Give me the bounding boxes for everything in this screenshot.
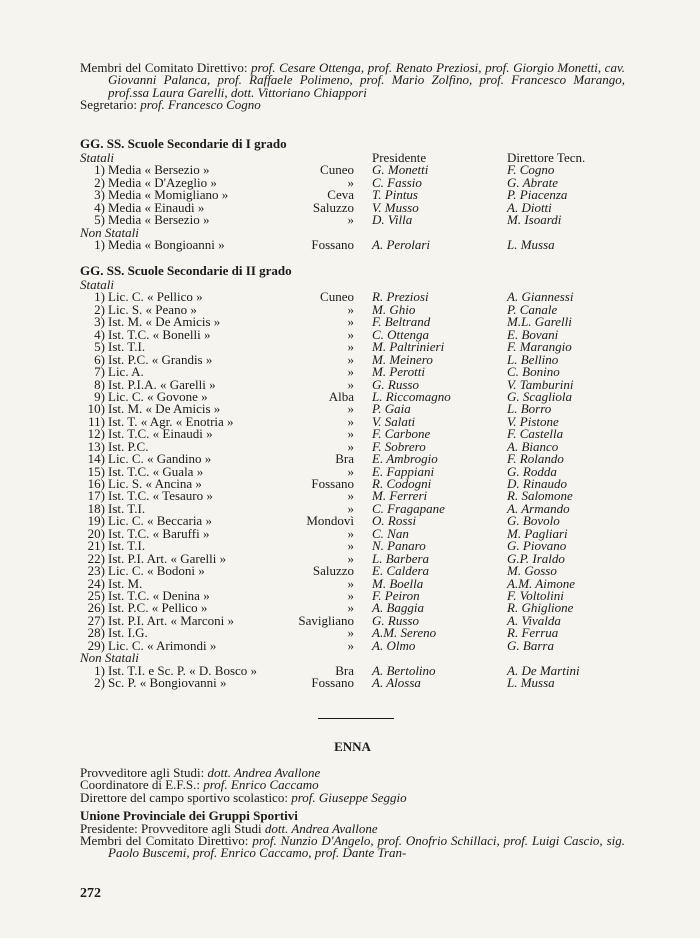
president-name: A. Perolari (372, 237, 431, 253)
page-number: 272 (80, 886, 101, 901)
school-number: 9) (94, 388, 105, 404)
president-name: V. Salati (372, 413, 416, 429)
director-column-header: Direttore Tecn. (507, 150, 586, 165)
enna-official-line (80, 789, 625, 805)
president-name: L. Barbera (372, 550, 430, 566)
director-name: L. Bellino (507, 351, 559, 367)
school-number: 28) (87, 625, 105, 641)
school-number: 29) (87, 637, 105, 653)
school-number: 24) (87, 575, 105, 591)
school-number: 3) (94, 187, 105, 203)
school-name: Ist. T.I. (108, 339, 146, 355)
enna-heading: ENNA (334, 739, 371, 754)
section-divider (318, 718, 394, 719)
director-name: R. Ferrua (507, 625, 559, 641)
school-city: Ceva (327, 187, 354, 203)
school-name: Lic. S. « Ancina » (108, 476, 202, 491)
school-city: » (347, 600, 354, 616)
director-name: L. Mussa (507, 675, 555, 690)
president-name: M. Ferreri (372, 488, 428, 504)
president-name: M. Ghio (372, 301, 416, 317)
school-city: Savigliano (298, 612, 354, 628)
director-name: G. Piovano (507, 538, 567, 554)
school-city: » (347, 500, 354, 516)
director-name: M. Gosso (507, 563, 557, 579)
director-name: F. Cogno (507, 162, 555, 178)
president-name: F. Carbone (372, 426, 431, 442)
school-city: » (347, 550, 354, 566)
president-name: R. Codogni (372, 476, 432, 491)
school-number: 2) (94, 301, 105, 317)
school-number: 1) (94, 289, 105, 305)
school-city: Bra (335, 662, 354, 678)
school-number: 15) (87, 463, 105, 479)
school-name: Ist. M. « De Amicis » (108, 401, 221, 417)
director-name: G. Bovolo (507, 513, 560, 529)
school-name: Lic. C. « Bodoni » (108, 563, 205, 579)
president-name: E. Ambrogio (372, 451, 438, 467)
school-city: » (347, 364, 354, 380)
school-row (80, 637, 625, 653)
school-number: 12) (87, 426, 105, 442)
enna-officials-list (80, 767, 625, 804)
school-number: 11) (88, 413, 105, 429)
official-role: Coordinatore di E.F.S.: (80, 777, 200, 793)
school-number: 5) (94, 339, 105, 355)
union-members-names: prof. Nunzio D'Angelo, prof. Onofrio Schillaci, prof. Luigi Cascio, sig. Paolo Buscemi, prof. Enrico Caccamo, prof. Dante Tran- (108, 833, 626, 861)
president-name: M. Meinero (372, 351, 433, 367)
school-city: Cuneo (320, 162, 354, 178)
school-city: » (347, 376, 354, 392)
school-name: Ist. T.C. « Tesauro » (108, 488, 213, 504)
president-name: A. Olmo (372, 637, 416, 653)
president-name: E. Caldera (372, 563, 430, 579)
school-city: Mondovì (306, 513, 354, 529)
school-name: Ist. I.G. (108, 625, 148, 641)
school-number: 4) (94, 199, 105, 215)
director-name: R. Salomone (507, 488, 573, 504)
secretary-name: prof. Francesco Cogno (140, 96, 261, 112)
school-number: 5) (94, 212, 105, 228)
school-name: Lic. C. « Arimondi » (108, 637, 217, 653)
school-number: 7) (94, 364, 105, 380)
director-name: A. Vivalda (507, 612, 561, 628)
school-name: Ist. P.C. (108, 438, 149, 454)
school-number: 1) (94, 662, 105, 678)
president-name: A.M. Sereno (372, 625, 437, 641)
school-name: Media « D'Azeglio » (108, 174, 217, 190)
school-name: Ist. T.I. (108, 538, 146, 554)
director-name: G. Scagliola (507, 388, 572, 404)
committee-members-paragraph (80, 62, 625, 99)
school-name: Lic. C. « Beccaria » (108, 513, 212, 529)
school-number: 16) (87, 476, 105, 491)
president-name: V. Musso (372, 199, 419, 215)
school-number: 22) (87, 550, 105, 566)
director-name: A.M. Aimone (507, 575, 575, 591)
school-city: » (347, 463, 354, 479)
second-grade-statali-list (80, 291, 625, 652)
president-name: O. Rossi (372, 513, 417, 529)
president-name: G. Russo (372, 612, 419, 628)
president-name: M. Boella (372, 575, 424, 591)
school-city: Cuneo (320, 289, 354, 305)
official-name: prof. Giuseppe Seggio (291, 789, 407, 805)
school-name: Ist. T.I. (108, 500, 146, 516)
president-name: T. Pintus (372, 187, 418, 203)
school-name: Ist. M. (108, 575, 143, 591)
president-name: C. Fragapane (372, 500, 445, 516)
president-name: A. Bertolino (372, 662, 436, 678)
school-city: » (347, 438, 354, 454)
secretary-label: Segretario: (80, 96, 138, 112)
director-name: R. Ghiglione (507, 600, 574, 616)
school-name: Ist. T. « Agr. « Enotria » (108, 413, 234, 429)
school-name: Lic. C. « Govone » (108, 388, 208, 404)
school-city: » (347, 401, 354, 417)
president-name: R. Preziosi (372, 289, 429, 305)
second-grade-title: GG. SS. Scuole Secondarie di II grado (80, 263, 292, 278)
director-name: V. Tamburini (507, 376, 574, 392)
director-name: P. Piacenza (507, 187, 568, 203)
director-name: L. Mussa (507, 237, 555, 253)
director-name: A. Diotti (507, 199, 552, 215)
school-name: Lic. C. « Pellico » (108, 289, 203, 305)
school-number: 1) (94, 237, 105, 253)
school-city: Fossano (311, 675, 354, 690)
non-statali-label: Non Statali (80, 650, 139, 666)
school-name: Ist. P.I.A. « Garelli » (108, 376, 216, 392)
school-name: Media « Bersezio » (108, 162, 210, 178)
school-name: Ist. P.C. « Pellico » (108, 600, 208, 616)
president-name: G. Russo (372, 376, 419, 392)
school-name: Ist. T.C. « Guala » (108, 463, 204, 479)
school-number: 8) (94, 376, 105, 392)
director-name: G. Rodda (507, 463, 557, 479)
school-row (80, 214, 625, 226)
president-name: C. Fassio (372, 174, 422, 190)
school-row (80, 239, 625, 251)
director-name: P. Canale (507, 301, 558, 317)
school-city: » (347, 301, 354, 317)
school-name: Media « Einaudi » (108, 199, 205, 215)
official-name: dott. Andrea Avallone (207, 765, 321, 780)
president-name: A. Baggia (372, 600, 424, 616)
director-name: M.L. Garelli (507, 314, 572, 330)
school-number: 20) (87, 525, 105, 541)
school-name: Ist. T.C. « Denina » (108, 587, 210, 603)
school-name: Media « Momigliano » (108, 187, 229, 203)
school-city: Fossano (311, 476, 354, 491)
president-name: L. Riccomagno (372, 388, 451, 404)
school-name: Ist. T.I. e Sc. P. « D. Bosco » (108, 662, 258, 678)
school-name: Ist. P.I. Art. « Garelli » (108, 550, 227, 566)
president-name: P. Gaia (372, 401, 411, 417)
school-name: Media « Bersezio » (108, 212, 210, 228)
director-name: A. Armando (507, 500, 570, 516)
school-number: 27) (87, 612, 105, 628)
director-name: A. Giannessi (507, 289, 574, 305)
school-name: Lic. S. « Peano » (108, 301, 197, 317)
school-row (80, 677, 625, 689)
second-grade-non-statali-list (80, 662, 625, 690)
school-city: » (347, 174, 354, 190)
director-name: G. Abrate (507, 174, 559, 190)
school-name: Ist. T.C. « Einaudi » (108, 426, 213, 442)
official-role: Provveditore agli Studi: (80, 765, 205, 780)
director-name: A. De Martini (507, 662, 580, 678)
director-name: G.P. Iraldo (507, 550, 565, 566)
union-president-name: dott. Andrea Avallone (264, 820, 378, 836)
director-name: F. Marangio (507, 339, 572, 355)
school-number: 25) (87, 587, 105, 603)
committee-members-names: prof. Cesare Ottenga, prof. Renato Preziosi, prof. Giorgio Monetti, cav. Giovanni Palanca, prof. Raffaele Polimeno, prof. Mario Zolfino, prof. Francesco Marango, prof.ssa Laura Garelli, dott. Vittoriano Chiappori (108, 60, 625, 100)
first-grade-title: GG. SS. Scuole Secondarie di I grado (80, 136, 287, 151)
school-city: » (347, 314, 354, 330)
president-name: A. Alossa (372, 675, 421, 690)
school-city: » (347, 351, 354, 367)
director-name: F. Rolando (507, 451, 564, 467)
school-name: Ist. M. « De Amicis » (108, 314, 221, 330)
president-name: C. Ottenga (372, 326, 430, 342)
school-city: » (347, 326, 354, 342)
school-name: Sc. P. « Bongiovanni » (108, 675, 227, 690)
director-name: D. Rinaudo (507, 476, 567, 491)
school-number: 13) (87, 438, 105, 454)
president-column-header: Presidente (372, 150, 427, 165)
president-name: F. Peiron (372, 587, 420, 603)
intro-block (80, 62, 625, 111)
school-name: Ist. T.C. « Baruffi » (108, 525, 210, 541)
school-city: » (347, 212, 354, 228)
school-number: 21) (87, 538, 105, 554)
school-city: » (347, 525, 354, 541)
school-number: 2) (94, 675, 105, 690)
first-grade-non-statali-list (80, 239, 625, 251)
first-grade-statali-list (80, 164, 625, 226)
school-city: » (347, 625, 354, 641)
school-city: » (347, 488, 354, 504)
school-name: Lic. C. « Gandino » (108, 451, 212, 467)
school-number: 18) (87, 500, 105, 516)
school-city: Saluzzo (312, 199, 354, 215)
union-president-label: Presidente: Provveditore agli Studi (80, 820, 262, 836)
school-city: Fossano (311, 237, 354, 253)
school-city: » (347, 575, 354, 591)
school-city: » (347, 339, 354, 355)
statali-label: Statali (80, 277, 114, 292)
union-members-label: Membri del Comitato Direttivo: (80, 833, 249, 849)
school-number: 3) (94, 314, 105, 330)
school-city: » (347, 538, 354, 554)
official-role: Direttore del campo sportivo scolastico: (80, 789, 288, 805)
director-name: F. Castella (507, 426, 564, 442)
director-name: L. Borro (507, 401, 552, 417)
school-number: 14) (87, 451, 105, 467)
president-name: F. Sobrero (372, 438, 426, 454)
president-name: D. Villa (372, 212, 413, 228)
school-name: Lic. A. (108, 364, 144, 380)
school-number: 2) (94, 174, 105, 190)
president-name: M. Paltrinieri (372, 339, 445, 355)
director-name: M. Pagliari (507, 525, 568, 541)
director-name: E. Bovani (507, 326, 559, 342)
first-grade-section (80, 138, 625, 252)
school-number: 6) (94, 351, 105, 367)
school-city: » (347, 426, 354, 442)
school-name: Media « Bongioanni » (108, 237, 225, 253)
director-name: C. Bonino (507, 364, 560, 380)
director-name: M. Isoardi (507, 212, 562, 228)
director-name: G. Barra (507, 637, 554, 653)
school-number: 4) (94, 326, 105, 342)
enna-section (80, 741, 625, 860)
school-number: 23) (87, 563, 105, 579)
school-city: » (347, 587, 354, 603)
school-number: 1) (94, 162, 105, 178)
director-name: A. Bianco (507, 438, 559, 454)
school-name: Ist. P.I. Art. « Marconi » (108, 612, 235, 628)
president-name: G. Monetti (372, 162, 429, 178)
second-grade-section (80, 265, 625, 689)
school-number: 26) (87, 600, 105, 616)
school-name: Ist. T.C. « Bonelli » (108, 326, 211, 342)
school-number: 17) (87, 488, 105, 504)
union-title: Unione Provinciale dei Gruppi Sportivi (80, 807, 298, 823)
school-number: 19) (87, 513, 105, 529)
school-city: » (347, 413, 354, 429)
president-name: N. Panaro (372, 538, 426, 554)
president-name: C. Nan (372, 525, 409, 541)
secretary-line (80, 96, 625, 112)
union-members-paragraph (80, 835, 625, 860)
school-city: » (347, 637, 354, 653)
director-name: F. Voltolini (507, 587, 564, 603)
president-name: F. Beltrand (372, 314, 431, 330)
school-city: Saluzzo (312, 563, 354, 579)
non-statali-label: Non Statali (80, 224, 139, 240)
president-name: M. Perotti (372, 364, 425, 380)
statali-label: Statali (80, 150, 114, 165)
president-name: E. Fappiani (372, 463, 435, 479)
school-city: Alba (328, 388, 354, 404)
official-name: prof. Enrico Caccamo (203, 777, 319, 793)
school-name: Ist. P.C. « Grandis » (108, 351, 213, 367)
school-number: 10) (87, 401, 105, 417)
committee-members-label: Membri del Comitato Direttivo: (80, 60, 248, 75)
school-city: Bra (335, 451, 354, 467)
director-name: V. Pistone (507, 413, 559, 429)
